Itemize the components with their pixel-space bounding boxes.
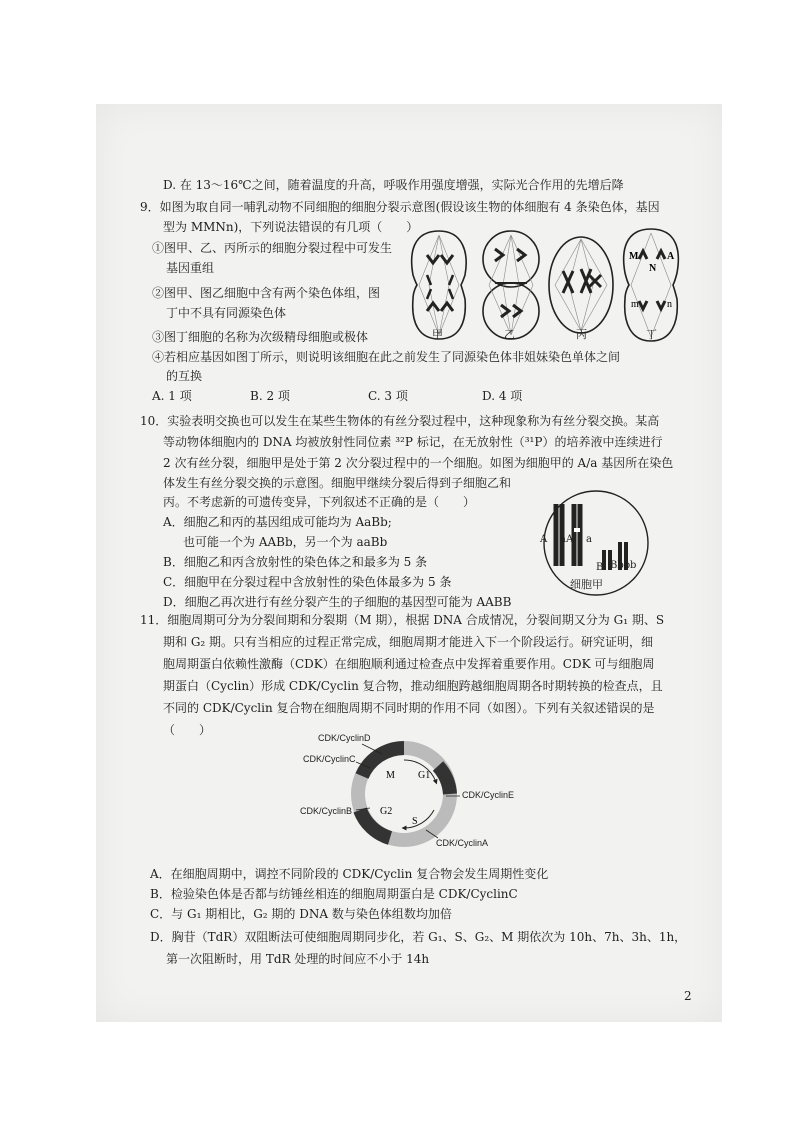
cell-jia	[412, 231, 466, 339]
gene-a-right: a	[586, 534, 592, 545]
q9-option-d: D. 4 项	[482, 389, 523, 403]
phase-g2: G2	[380, 806, 393, 817]
q8-option-d: D. 在 13～16℃之间，随着温度的升高，呼吸作用强度增强，实际光合作用的先增后降	[163, 178, 624, 192]
label-cyclinE: CDK/CyclinE	[462, 790, 515, 800]
q10-option-c: C．细胞甲在分裂过程中含放射性的染色体最多为 5 条	[163, 575, 452, 589]
cell-bing	[549, 237, 613, 333]
label-ding: 丁	[646, 328, 657, 341]
page-number: 2	[684, 989, 692, 1003]
q10-option-d: D．细胞乙再次进行有丝分裂产生的子细胞的基因型可能为 AABB	[163, 595, 512, 609]
q9-statement-1b: 基因重组	[166, 261, 215, 275]
q9-option-a: A. 1 项	[152, 389, 192, 403]
cell-jia-caption: 细胞甲	[570, 578, 603, 591]
q9-statement-4a: ④若相应基因如图丁所示，则说明该细胞在此之前发生了同源染色体非姐妹染色单体之间	[152, 350, 621, 364]
q11-option-d2: 第一次阻断时，用 TdR 处理的时间应不小于 14h	[166, 952, 430, 966]
phase-m: M	[386, 770, 395, 781]
label-cyclinD: CDK/CyclinD	[318, 733, 371, 743]
gene-n: n	[667, 299, 672, 310]
q9-option-c: C. 3 项	[368, 389, 408, 403]
phase-s: S	[412, 816, 418, 827]
q10-stem-5: 丙。不考虑新的可遗传变异，下列叙述不正确的是（ ）	[163, 495, 476, 509]
q9-statement-3: ③图丁细胞的名称为次级精母细胞或极体	[152, 330, 369, 344]
gene-m: m	[631, 299, 639, 310]
q9-statement-1a: ①图甲、乙、丙所示的细胞分裂过程中可发生	[152, 241, 393, 255]
q11-stem-1: 11．细胞周期可分为分裂间期和分裂期（M 期），根据 DNA 合成情况，分裂间期又分为 G₁ 期、S	[140, 613, 665, 627]
q11-stem-2: 期和 G₂ 期。只有当相应的过程正常完成，细胞周期才能进入下一个阶段运行。研究证明，细	[163, 635, 654, 649]
q11-option-d1: D．胸苷（TdR）双阻断法可使细胞周期同步化，若 G₁、S、G₂、M 期依次为 10h、7h、3h、1h，	[150, 930, 687, 944]
cell-ding	[624, 229, 679, 341]
label-cyclinA: CDK/CyclinA	[436, 838, 489, 848]
cell-yi	[483, 231, 539, 339]
q10-stem-3: 2 次有丝分裂，细胞甲是处于第 2 次分裂过程中的一个细胞。如图为细胞甲的 A/a 基因所在染色	[163, 456, 674, 470]
q9-stem-2: 型为 MMNn)，下列说法错误的有几项（ ）	[163, 220, 419, 234]
q11-stem-4: 期蛋白（Cyclin）形成 CDK/Cyclin 复合物，推动细胞跨越细胞周期各时期转换的检查点，且	[163, 679, 663, 693]
q9-statement-4b: 的互换	[166, 369, 203, 383]
q11-stem-5: 不同的 CDK/Cyclin 复合物在细胞周期不同时期的作用不同（如图）。下列有关叙述错误的是	[163, 701, 655, 715]
gene-aA: aA	[560, 534, 574, 545]
q10-stem-2: 等动物体细胞内的 DNA 均被放射性同位素 ³²P 标记，在无放射性（³¹P）的培养液中连续进行	[163, 435, 663, 449]
label-jia: 甲	[432, 328, 443, 341]
q9-option-b: B. 2 项	[250, 389, 290, 403]
gene-Bbb: Bbb	[610, 560, 631, 571]
q10-option-a1: A．细胞乙和丙的基因组成可能均为 AaBb;	[163, 515, 392, 529]
gene-A: A	[667, 251, 675, 262]
label-bing: 丙	[576, 328, 587, 341]
q11-option-c: C．与 G₁ 期相比，G₂ 期的 DNA 数与染色体组数均加倍	[150, 907, 452, 921]
phase-g1: G1	[418, 770, 431, 781]
q9-stem-1: 9．如图为取自同一哺乳动物不同细胞的细胞分裂示意图(假设该生物的体细胞有 4 条染色体，基因	[140, 200, 660, 214]
q10-option-b: B．细胞乙和丙含放射性的染色体之和最多为 5 条	[163, 555, 428, 569]
gene-N: N	[649, 263, 657, 274]
label-yi: 乙	[504, 328, 515, 341]
q9-statement-2b: 丁中不具有同源染色体	[166, 306, 287, 320]
q9-cell-division-figure	[405, 225, 687, 347]
q11-option-b: B．检验染色体是否都与纺锤丝相连的细胞周期蛋白是 CDK/CyclinC	[150, 887, 518, 901]
q10-stem-4: 体发生有丝分裂交换的示意图。细胞甲继续分裂后得到子细胞乙和	[163, 476, 512, 490]
gene-M: M	[629, 251, 639, 262]
q10-option-a2: 也可能一个为 AABb，另一个为 aaBb	[183, 535, 388, 549]
label-cyclinB: CDK/CyclinB	[300, 806, 353, 816]
q11-option-a: A．在细胞周期中，调控不同阶段的 CDK/Cyclin 复合物会发生周期性变化	[150, 867, 549, 881]
label-cyclinC: CDK/CyclinC	[303, 754, 356, 764]
q9-statement-2a: ②图甲、图乙细胞中含有两个染色体组，图	[152, 286, 381, 300]
gene-A-left: A	[540, 534, 548, 545]
gene-B: B	[596, 562, 604, 573]
q10-stem-1: 10．实验表明交换也可以发生在某些生物体的有丝分裂过程中，这种现象称为有丝分裂交换。某高	[140, 414, 660, 428]
q11-stem-3: 胞周期蛋白依赖性激酶（CDK）在细胞顺利通过检查点中发挥着重要作用。CDK 可与细胞周	[163, 657, 655, 671]
gene-b: b	[630, 560, 637, 571]
q11-stem-6: （ ）	[163, 723, 212, 737]
